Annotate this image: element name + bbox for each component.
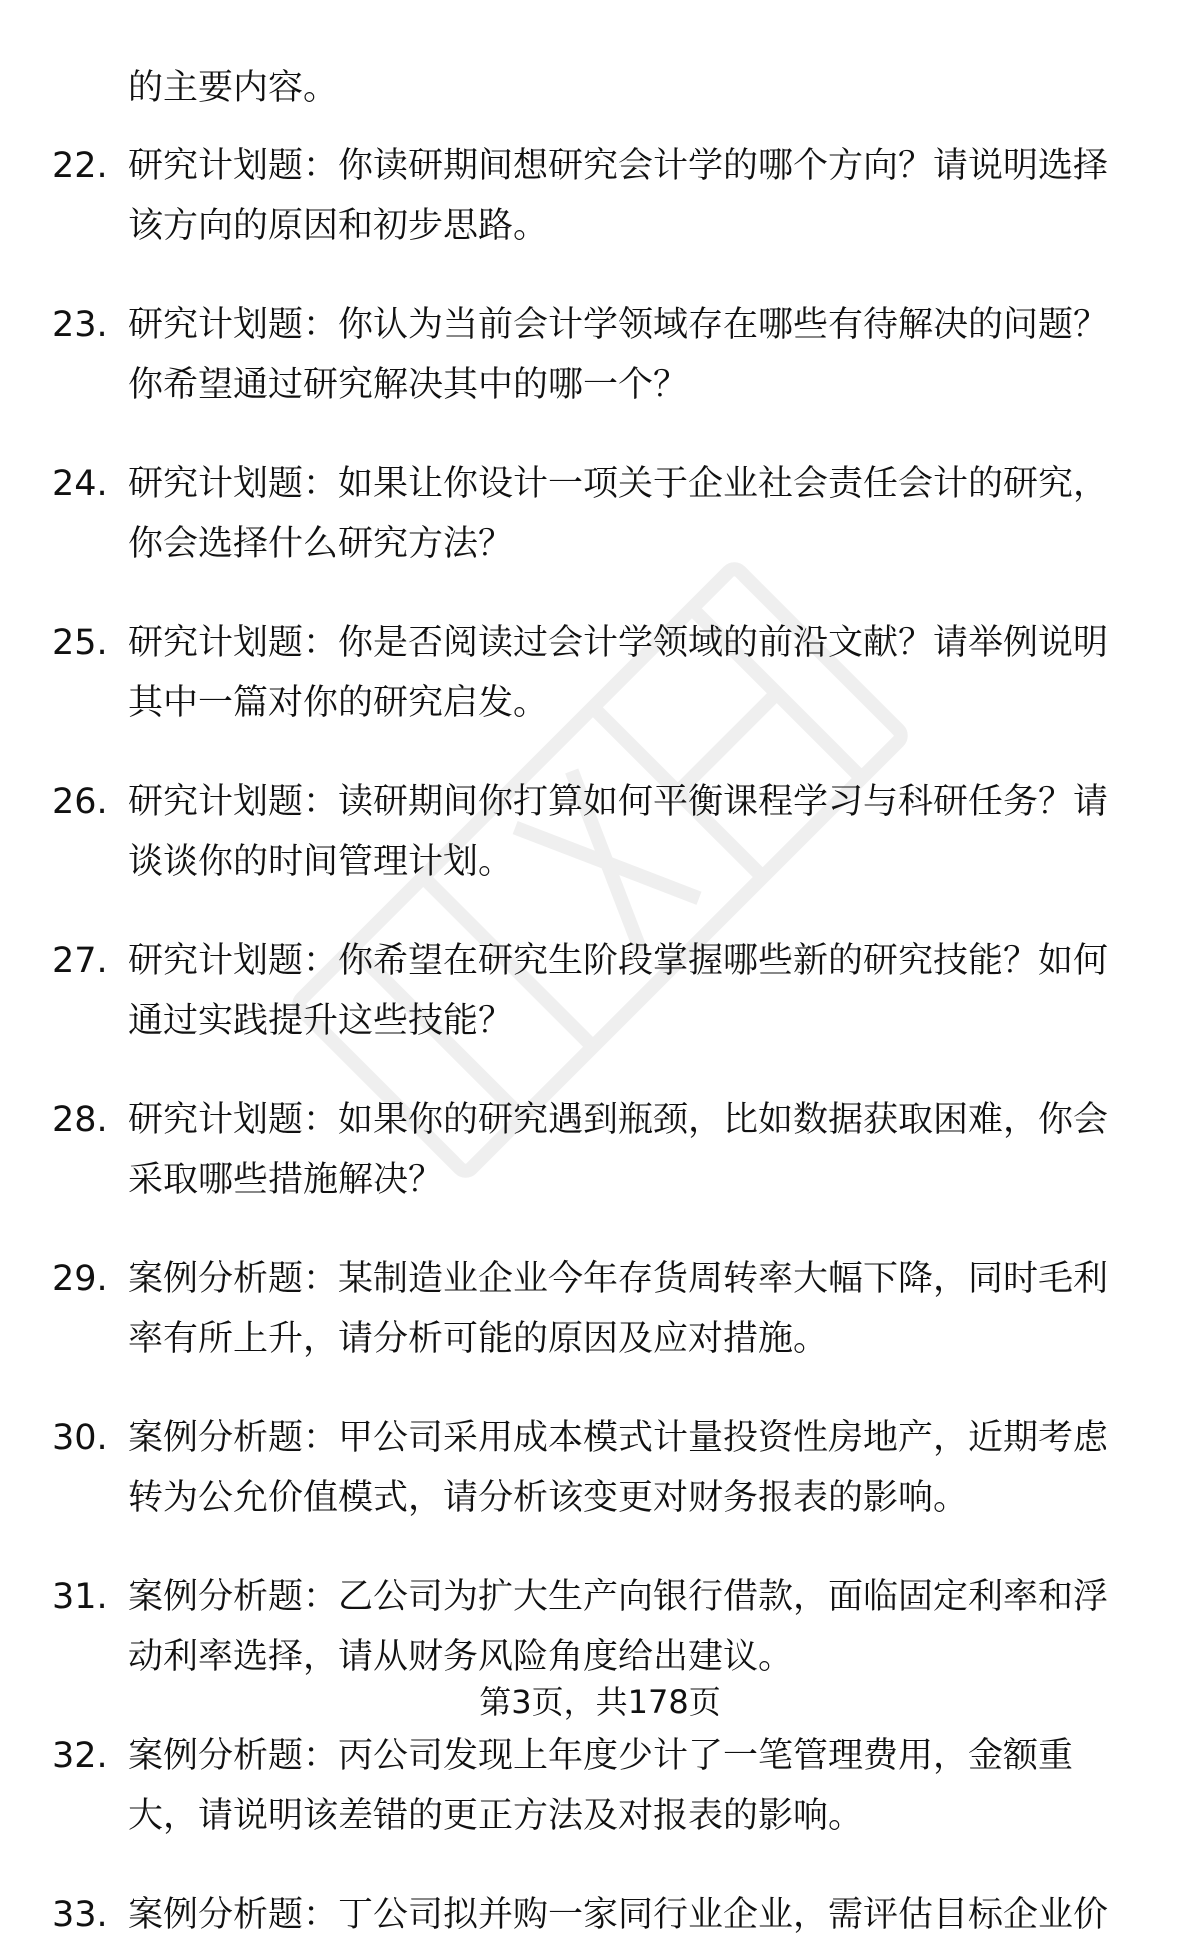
question-line: 案例分析题：某制造业企业今年存货周转率大幅下降，同时毛利 [128,1259,1109,1299]
question-line: 率有所上升，请分析可能的原因及应对措施。 [128,1319,829,1359]
question-number: 25. [52,623,108,663]
question-text [128,1249,1138,1369]
question-number: 27. [52,941,108,981]
question-number: 31. [52,1577,108,1617]
question-text [128,1885,1138,1945]
question-number: 33. [52,1895,108,1935]
question-item [0,1090,1200,1210]
question-number: 26. [52,782,108,822]
question-text [128,1408,1138,1528]
question-number: 23. [52,305,108,345]
question-line: 你会选择什么研究方法？ [128,524,514,564]
page-footer: 第3页，共178页 [479,1683,721,1721]
question-line: 谈谈你的时间管理计划。 [128,842,514,882]
question-number: 22. [52,146,108,186]
question-line: 研究计划题：读研期间你打算如何平衡课程学习与科研任务？请 [128,782,1109,822]
question-item [0,1408,1200,1528]
question-item [0,1249,1200,1369]
question-text [128,613,1138,733]
question-line: 案例分析题：丙公司发现上年度少计了一笔管理费用，金额重 [128,1736,1074,1776]
question-line: 转为公允价值模式，请分析该变更对财务报表的影响。 [128,1478,969,1518]
continuation-text: 的主要内容。 [128,68,339,108]
question-line: 大，请说明该差错的更正方法及对报表的影响。 [128,1796,864,1836]
question-text [128,1726,1138,1846]
question-text [128,1567,1138,1687]
question-item [0,1726,1200,1846]
question-line: 研究计划题：如果你的研究遇到瓶颈，比如数据获取困难，你会 [128,1100,1109,1140]
question-item [0,295,1200,415]
question-item [0,613,1200,733]
question-line: 研究计划题：你是否阅读过会计学领域的前沿文献？请举例说明 [128,623,1109,663]
question-item [0,772,1200,892]
question-item [0,1567,1200,1687]
question-number: 28. [52,1100,108,1140]
question-list [0,58,1200,1945]
question-number: 32. [52,1736,108,1776]
question-text [128,772,1138,892]
question-text [128,295,1138,415]
question-item [0,454,1200,574]
question-line: 通过实践提升这些技能？ [128,1001,514,1041]
question-text [128,1090,1138,1210]
question-line: 动利率选择，请从财务风险角度给出建议。 [128,1637,794,1677]
question-line: 研究计划题：你认为当前会计学领域存在哪些有待解决的问题？ [128,305,1109,345]
question-line: 其中一篇对你的研究启发。 [128,683,549,723]
question-item [0,136,1200,256]
question-text [128,454,1138,574]
question-item [0,931,1200,1051]
question-line: 该方向的原因和初步思路。 [128,206,549,246]
question-item [0,1885,1200,1945]
question-line: 案例分析题：甲公司采用成本模式计量投资性房地产，近期考虑 [128,1418,1109,1458]
question-text [128,136,1138,256]
question-line: 采取哪些措施解决？ [128,1160,444,1200]
question-number: 29. [52,1259,108,1299]
question-line: 你希望通过研究解决其中的哪一个？ [128,365,689,405]
question-line: 案例分析题：乙公司为扩大生产向银行借款，面临固定利率和浮 [128,1577,1109,1617]
question-line: 案例分析题：丁公司拟并购一家同行业企业，需评估目标企业价 [128,1895,1109,1935]
question-line: 研究计划题：你希望在研究生阶段掌握哪些新的研究技能？如何 [128,941,1109,981]
question-number: 30. [52,1418,108,1458]
question-number: 24. [52,464,108,504]
question-text [128,931,1138,1051]
question-line: 研究计划题：你读研期间想研究会计学的哪个方向？请说明选择 [128,146,1109,186]
question-line: 研究计划题：如果让你设计一项关于企业社会责任会计的研究， [128,464,1109,504]
